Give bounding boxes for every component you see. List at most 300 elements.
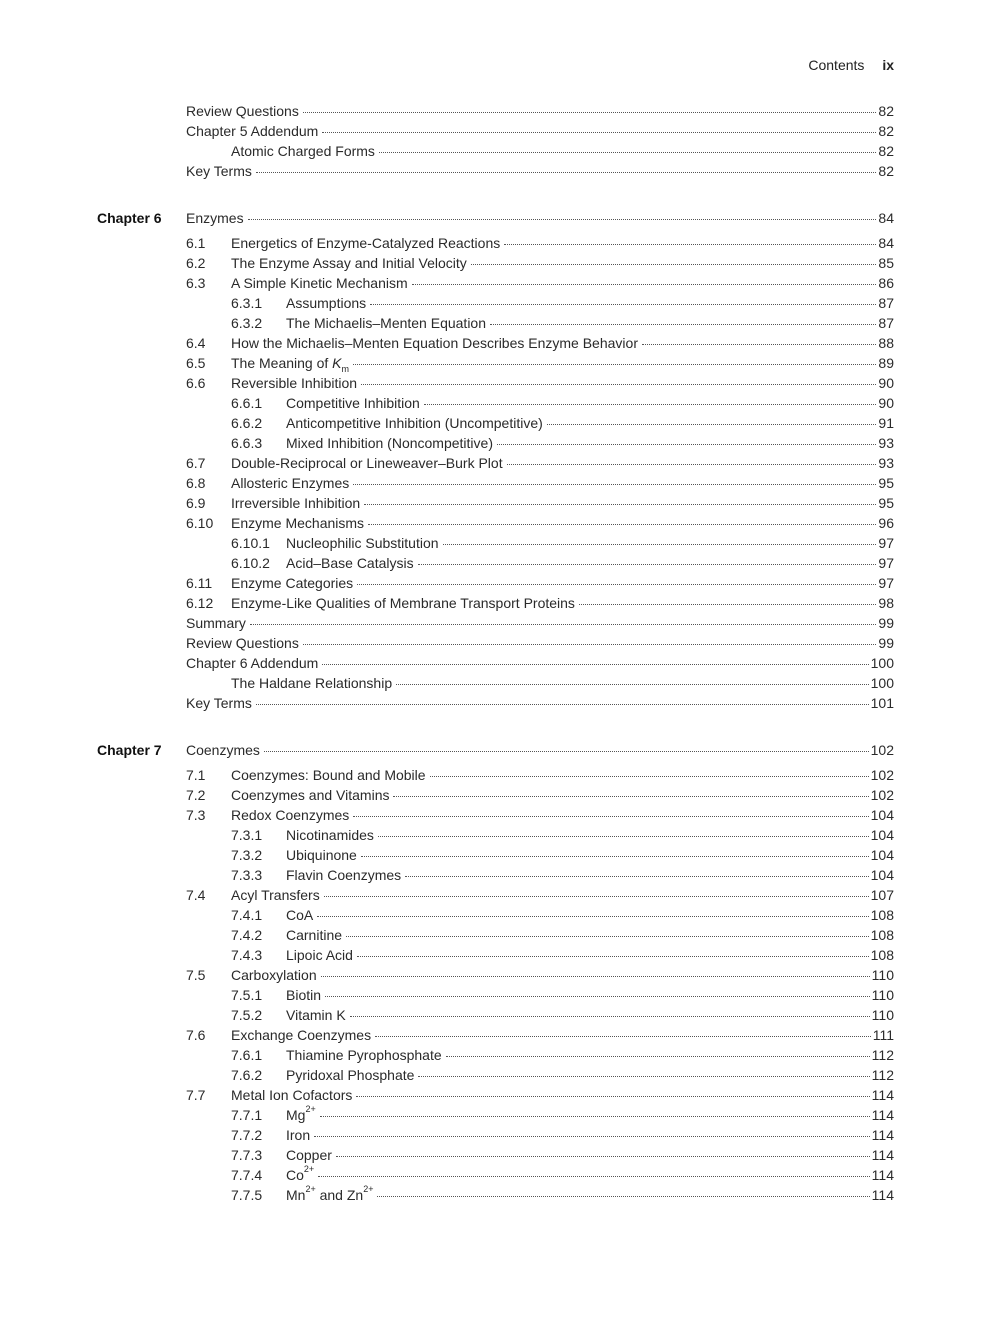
toc-entry-line	[286, 1125, 894, 1145]
dot-leader	[264, 751, 869, 752]
dot-leader	[446, 1056, 870, 1057]
toc-entry-line	[186, 613, 894, 633]
dot-leader	[443, 544, 877, 545]
entry-title-text: Redox Coenzymes	[231, 807, 350, 823]
entry-title-text: Chapter 5 Addendum	[186, 123, 319, 139]
entry-title	[186, 693, 254, 713]
dot-leader	[317, 916, 868, 917]
toc-entry[interactable]	[0, 1065, 990, 1085]
entry-title	[186, 633, 301, 653]
dot-leader	[336, 1156, 870, 1157]
entry-title	[186, 208, 246, 228]
entry-page-number: 112	[871, 1047, 894, 1063]
section-number: 7.3.3	[231, 867, 263, 883]
section-number: 7.7.1	[231, 1107, 263, 1123]
entry-page-number: 82	[878, 123, 894, 139]
entry-title	[286, 1165, 316, 1185]
entry-title	[231, 493, 362, 513]
section-number: 7.3.2	[231, 847, 263, 863]
toc-chapter-row[interactable]	[0, 208, 990, 228]
section-number: 6.8	[186, 475, 206, 491]
dot-leader	[393, 796, 868, 797]
section-number: 7.6.2	[231, 1067, 263, 1083]
toc-entry[interactable]	[0, 141, 990, 161]
toc-entry-line	[286, 393, 894, 413]
toc-entry-line	[231, 233, 894, 253]
entry-title	[286, 313, 488, 333]
toc-entry-line	[286, 925, 894, 945]
entry-title	[286, 1185, 375, 1205]
dot-leader	[322, 132, 876, 133]
entry-title-text: Carboxylation	[231, 967, 317, 983]
entry-page-number: 114	[871, 1127, 894, 1143]
entry-title-text: The Michaelis–Menten Equation	[286, 315, 487, 331]
entry-page-number: 111	[872, 1027, 894, 1043]
toc-entry[interactable]	[0, 1125, 990, 1145]
entry-title-text: Exchange Coenzymes	[231, 1027, 372, 1043]
toc-entry-line	[286, 1145, 894, 1165]
entry-title	[231, 965, 319, 985]
entry-title-subscript: m	[341, 363, 350, 374]
entry-title-text: Coenzymes: Bound and Mobile	[231, 767, 426, 783]
toc-entry[interactable]	[0, 373, 990, 393]
toc-entry[interactable]	[0, 945, 990, 965]
section-number: 6.6.3	[231, 435, 263, 451]
dot-leader	[412, 284, 877, 285]
entry-title-text: Vitamin K	[286, 1007, 346, 1023]
entry-title-text: Nicotinamides	[286, 827, 374, 843]
toc-entry-line	[231, 493, 894, 513]
entry-page-number: 114	[871, 1167, 894, 1183]
dot-leader	[642, 344, 876, 345]
toc-entry[interactable]	[0, 1005, 990, 1025]
entry-page-number: 104	[870, 867, 894, 883]
toc-entry[interactable]	[0, 765, 990, 785]
toc-entry[interactable]	[0, 905, 990, 925]
toc-entry-line	[186, 633, 894, 653]
toc-entry[interactable]	[0, 805, 990, 825]
toc-entry-line	[231, 513, 894, 533]
toc-entry[interactable]	[0, 493, 990, 513]
entry-page-number: 93	[878, 435, 894, 451]
entry-title-text: Summary	[186, 615, 246, 631]
entry-title	[286, 413, 545, 433]
entry-title	[231, 473, 351, 493]
table-of-contents	[0, 101, 990, 1205]
entry-title-text: Reversible Inhibition	[231, 375, 358, 391]
section-number: 7.7.4	[231, 1167, 263, 1183]
toc-entry-line	[231, 253, 894, 273]
entry-title-text: The Enzyme Assay and Initial Velocity	[231, 255, 467, 271]
entry-title-text: Assumptions	[286, 295, 367, 311]
entry-title	[186, 740, 262, 760]
dot-leader	[375, 1036, 871, 1037]
entry-page-number: 95	[878, 495, 894, 511]
toc-entry-line	[231, 141, 894, 161]
entry-title-text: Enzyme Categories	[231, 575, 354, 591]
entry-page-number: 110	[871, 967, 894, 983]
entry-title-text: Carnitine	[286, 927, 343, 943]
dot-leader	[353, 364, 876, 365]
toc-entry-line	[231, 573, 894, 593]
entry-title	[231, 333, 640, 353]
toc-entry[interactable]	[0, 825, 990, 845]
entry-page-number: 93	[878, 455, 894, 471]
entry-title	[231, 593, 577, 613]
entry-title-text: Mixed Inhibition (Noncompetitive)	[286, 435, 493, 451]
dot-leader	[318, 1176, 870, 1177]
dot-leader	[471, 264, 877, 265]
section-number: 6.3	[186, 275, 206, 291]
entry-title	[231, 805, 351, 825]
entry-title-text: The Haldane Relationship	[231, 675, 393, 691]
section-spacer	[0, 713, 990, 740]
dot-leader	[321, 976, 870, 977]
entry-page-number: 112	[871, 1067, 894, 1083]
entry-page-number: 110	[871, 987, 894, 1003]
entry-title	[286, 1005, 348, 1025]
entry-title-text: Enzymes	[186, 210, 244, 226]
toc-entry-line	[286, 1065, 894, 1085]
toc-entry-line	[231, 1025, 894, 1045]
entry-page-number: 108	[870, 907, 894, 923]
entry-title-text: Anticompetitive Inhibition (Uncompetitive)	[286, 415, 543, 431]
dot-leader	[357, 956, 869, 957]
entry-title	[286, 533, 441, 553]
toc-entry-line	[231, 805, 894, 825]
toc-entry[interactable]	[0, 573, 990, 593]
entry-title-text: Iron	[286, 1127, 311, 1143]
toc-entry[interactable]	[0, 433, 990, 453]
dot-leader	[379, 152, 876, 153]
entry-title	[286, 925, 344, 945]
entry-page-number: 102	[870, 767, 894, 783]
section-spacer	[0, 181, 990, 208]
toc-entry[interactable]	[0, 313, 990, 333]
toc-entry-line	[186, 653, 894, 673]
entry-title	[186, 101, 301, 121]
toc-entry[interactable]	[0, 845, 990, 865]
entry-title-text: Nucleophilic Substitution	[286, 535, 439, 551]
dot-leader	[579, 604, 876, 605]
entry-title-text: Acid–Base Catalysis	[286, 555, 414, 571]
toc-entry-line	[231, 333, 894, 353]
entry-title-text: Mg	[286, 1107, 306, 1123]
entry-page-number: 101	[870, 695, 894, 711]
toc-entry[interactable]	[0, 965, 990, 985]
dot-leader	[430, 776, 869, 777]
toc-entry[interactable]	[0, 1165, 990, 1185]
entry-page-number: 104	[870, 807, 894, 823]
entry-title-superscript: 2+	[303, 1164, 315, 1175]
toc-entry[interactable]	[0, 553, 990, 573]
dot-leader	[303, 112, 877, 113]
toc-chapter-row[interactable]	[0, 740, 990, 760]
entry-page-number: 87	[878, 295, 894, 311]
section-number: 7.5.2	[231, 1007, 263, 1023]
section-number: 6.10.1	[231, 535, 270, 551]
entry-title-variable: K	[332, 355, 342, 371]
section-number: 6.9	[186, 495, 206, 511]
section-number: 6.6.2	[231, 415, 263, 431]
running-header-title: Contents	[808, 57, 865, 73]
entry-title	[231, 141, 377, 161]
entry-page-number: 82	[878, 143, 894, 159]
entry-title-text: Double-Reciprocal or Lineweaver–Burk Plot	[231, 455, 503, 471]
toc-entry[interactable]	[0, 413, 990, 433]
section-number: 7.4	[186, 887, 206, 903]
entry-page-number: 107	[870, 887, 894, 903]
dot-leader	[418, 564, 877, 565]
entry-title	[231, 1025, 373, 1045]
entry-title	[231, 273, 410, 293]
toc-entry[interactable]	[0, 1085, 990, 1105]
dot-leader	[405, 876, 868, 877]
entry-title-text: and Zn	[315, 1187, 364, 1203]
entry-page-number: 82	[878, 163, 894, 179]
entry-title-text: Review Questions	[186, 635, 299, 651]
entry-title-text: Flavin Coenzymes	[286, 867, 402, 883]
entry-title	[286, 433, 495, 453]
section-number: 7.4.1	[231, 907, 263, 923]
entry-title-text: Biotin	[286, 987, 322, 1003]
section-number: 6.7	[186, 455, 206, 471]
entry-title-superscript: 2+	[363, 1184, 374, 1195]
toc-entry[interactable]	[0, 1185, 990, 1205]
entry-title	[286, 1065, 416, 1085]
entry-title-text: Allosteric Enzymes	[231, 475, 350, 491]
entry-title-text: Pyridoxal Phosphate	[286, 1067, 415, 1083]
toc-entry-line	[286, 1165, 894, 1185]
section-number: 7.7	[186, 1087, 206, 1103]
toc-entry-line	[286, 1045, 894, 1065]
toc-entry[interactable]	[0, 101, 990, 121]
dot-leader	[314, 1136, 870, 1137]
entry-title-text: Coenzymes	[186, 742, 260, 758]
toc-entry[interactable]	[0, 885, 990, 905]
toc-entry[interactable]	[0, 593, 990, 613]
toc-entry[interactable]	[0, 453, 990, 473]
entry-page-number: 97	[878, 575, 894, 591]
entry-page-number: 87	[878, 315, 894, 331]
entry-page-number: 97	[878, 555, 894, 571]
entry-title-text: Competitive Inhibition	[286, 395, 420, 411]
dot-leader	[248, 219, 877, 220]
dot-leader	[507, 464, 877, 465]
entry-title	[286, 553, 416, 573]
section-number: 7.7.5	[231, 1187, 263, 1203]
toc-entry-line	[186, 693, 894, 713]
section-number: 7.6.1	[231, 1047, 263, 1063]
entry-title-text: Energetics of Enzyme-Catalyzed Reactions	[231, 235, 501, 251]
entry-title	[231, 233, 502, 253]
toc-entry-line	[286, 553, 894, 573]
toc-entry[interactable]	[0, 673, 990, 693]
toc-entry[interactable]	[0, 253, 990, 273]
dot-leader	[497, 444, 876, 445]
toc-entry[interactable]	[0, 925, 990, 945]
dot-leader	[356, 1096, 869, 1097]
toc-entry[interactable]	[0, 1145, 990, 1165]
toc-entry[interactable]	[0, 1105, 990, 1125]
dot-leader	[322, 664, 868, 665]
entry-title	[286, 825, 376, 845]
dot-leader	[490, 324, 876, 325]
toc-entry-line	[231, 593, 894, 613]
toc-entry[interactable]	[0, 233, 990, 253]
dot-leader	[396, 684, 869, 685]
entry-title	[286, 945, 355, 965]
dot-leader	[256, 172, 877, 173]
section-number: 7.2	[186, 787, 206, 803]
dot-leader	[424, 404, 877, 405]
toc-entry[interactable]	[0, 653, 990, 673]
entry-title-text: Irreversible Inhibition	[231, 495, 361, 511]
toc-entry-line	[186, 208, 894, 228]
dot-leader	[324, 896, 869, 897]
entry-title-text: Atomic Charged Forms	[231, 143, 375, 159]
entry-page-number: 98	[878, 595, 894, 611]
toc-entry-line	[286, 905, 894, 925]
dot-leader	[357, 584, 876, 585]
entry-title	[286, 845, 359, 865]
entry-title	[186, 613, 248, 633]
toc-entry-line	[231, 885, 894, 905]
section-number: 7.7.3	[231, 1147, 263, 1163]
toc-entry[interactable]	[0, 865, 990, 885]
entry-title-superscript: 2+	[305, 1104, 316, 1115]
entry-title-text: Lipoic Acid	[286, 947, 353, 963]
entry-title-superscript: 2+	[305, 1184, 316, 1195]
entry-page-number: 99	[878, 635, 894, 651]
dot-leader	[547, 424, 877, 425]
entry-page-number: 110	[871, 1007, 894, 1023]
section-number: 6.3.2	[231, 315, 263, 331]
section-number: 7.4.2	[231, 927, 263, 943]
entry-page-number: 89	[878, 355, 894, 371]
entry-page-number: 114	[871, 1147, 894, 1163]
entry-page-number: 114	[871, 1187, 894, 1203]
entry-page-number: 95	[878, 475, 894, 491]
entry-title-text: A Simple Kinetic Mechanism	[231, 275, 408, 291]
entry-title	[231, 353, 351, 373]
toc-entry-line	[231, 965, 894, 985]
entry-page-number: 114	[871, 1107, 894, 1123]
toc-entry-line	[186, 740, 894, 760]
toc-entry[interactable]	[0, 533, 990, 553]
section-number: 7.5.1	[231, 987, 263, 1003]
dot-leader	[378, 836, 869, 837]
toc-entry[interactable]	[0, 333, 990, 353]
dot-leader	[418, 1076, 869, 1077]
dot-leader	[350, 1016, 870, 1017]
toc-entry[interactable]	[0, 513, 990, 533]
toc-entry[interactable]	[0, 353, 990, 373]
section-number: 6.2	[186, 255, 206, 271]
entry-page-number: 97	[878, 535, 894, 551]
toc-entry-line	[231, 1085, 894, 1105]
entry-page-number: 85	[878, 255, 894, 271]
toc-entry[interactable]	[0, 121, 990, 141]
toc-entry[interactable]	[0, 785, 990, 805]
section-number: 6.6.1	[231, 395, 263, 411]
section-number: 6.3.1	[231, 295, 263, 311]
toc-entry-line	[231, 765, 894, 785]
section-number: 6.6	[186, 375, 206, 391]
section-number: 6.12	[186, 595, 214, 611]
toc-entry-line	[286, 433, 894, 453]
toc-entry[interactable]	[0, 161, 990, 181]
toc-entry[interactable]	[0, 633, 990, 653]
entry-title	[231, 253, 469, 273]
toc-entry[interactable]	[0, 1025, 990, 1045]
toc-entry[interactable]	[0, 1045, 990, 1065]
section-number: 6.11	[186, 575, 213, 591]
entry-title	[286, 1145, 334, 1165]
toc-entry-line	[286, 865, 894, 885]
entry-page-number: 102	[870, 742, 894, 758]
entry-title-text: CoA	[286, 907, 314, 923]
chapter-label: Chapter 7	[97, 742, 162, 758]
entry-title-text: Chapter 6 Addendum	[186, 655, 319, 671]
entry-title-text: How the Michaelis–Menten Equation Describes Enzyme Behavior	[231, 335, 638, 351]
section-number: 6.4	[186, 335, 206, 351]
entry-title	[231, 885, 322, 905]
toc-entry-line	[231, 785, 894, 805]
section-number: 6.5	[186, 355, 206, 371]
entry-title-text: Enzyme-Like Qualities of Membrane Transport Proteins	[231, 595, 575, 611]
toc-entry[interactable]	[0, 985, 990, 1005]
entry-title	[231, 785, 391, 805]
toc-entry[interactable]	[0, 293, 990, 313]
dot-leader	[320, 1116, 870, 1117]
entry-title-text: Ubiquinone	[286, 847, 357, 863]
toc-entry-line	[286, 533, 894, 553]
toc-entry-line	[286, 945, 894, 965]
toc-entry-line	[286, 413, 894, 433]
dot-leader	[370, 304, 876, 305]
toc-entry-line	[231, 453, 894, 473]
entry-page-number: 114	[871, 1087, 894, 1103]
toc-entry-line	[231, 273, 894, 293]
toc-entry-line	[186, 161, 894, 181]
dot-leader	[361, 856, 869, 857]
entry-title	[286, 1045, 444, 1065]
entry-page-number: 84	[878, 235, 894, 251]
entry-page-number: 90	[878, 375, 894, 391]
entry-title-text: Key Terms	[186, 695, 252, 711]
toc-entry[interactable]	[0, 473, 990, 493]
entry-title-text: Acyl Transfers	[231, 887, 320, 903]
entry-page-number: 86	[878, 275, 894, 291]
toc-entry[interactable]	[0, 693, 990, 713]
toc-entry[interactable]	[0, 613, 990, 633]
entry-title	[231, 673, 394, 693]
dot-leader	[368, 524, 876, 525]
entry-title	[286, 293, 368, 313]
entry-page-number: 108	[870, 947, 894, 963]
toc-entry[interactable]	[0, 393, 990, 413]
toc-entry[interactable]	[0, 273, 990, 293]
entry-title	[286, 985, 323, 1005]
entry-page-number: 84	[878, 210, 894, 226]
toc-entry-line	[231, 673, 894, 693]
entry-page-number: 82	[878, 103, 894, 119]
entry-title-text: Key Terms	[186, 163, 252, 179]
section-number: 7.1	[186, 767, 206, 783]
entry-page-number: 99	[878, 615, 894, 631]
entry-title	[231, 373, 359, 393]
